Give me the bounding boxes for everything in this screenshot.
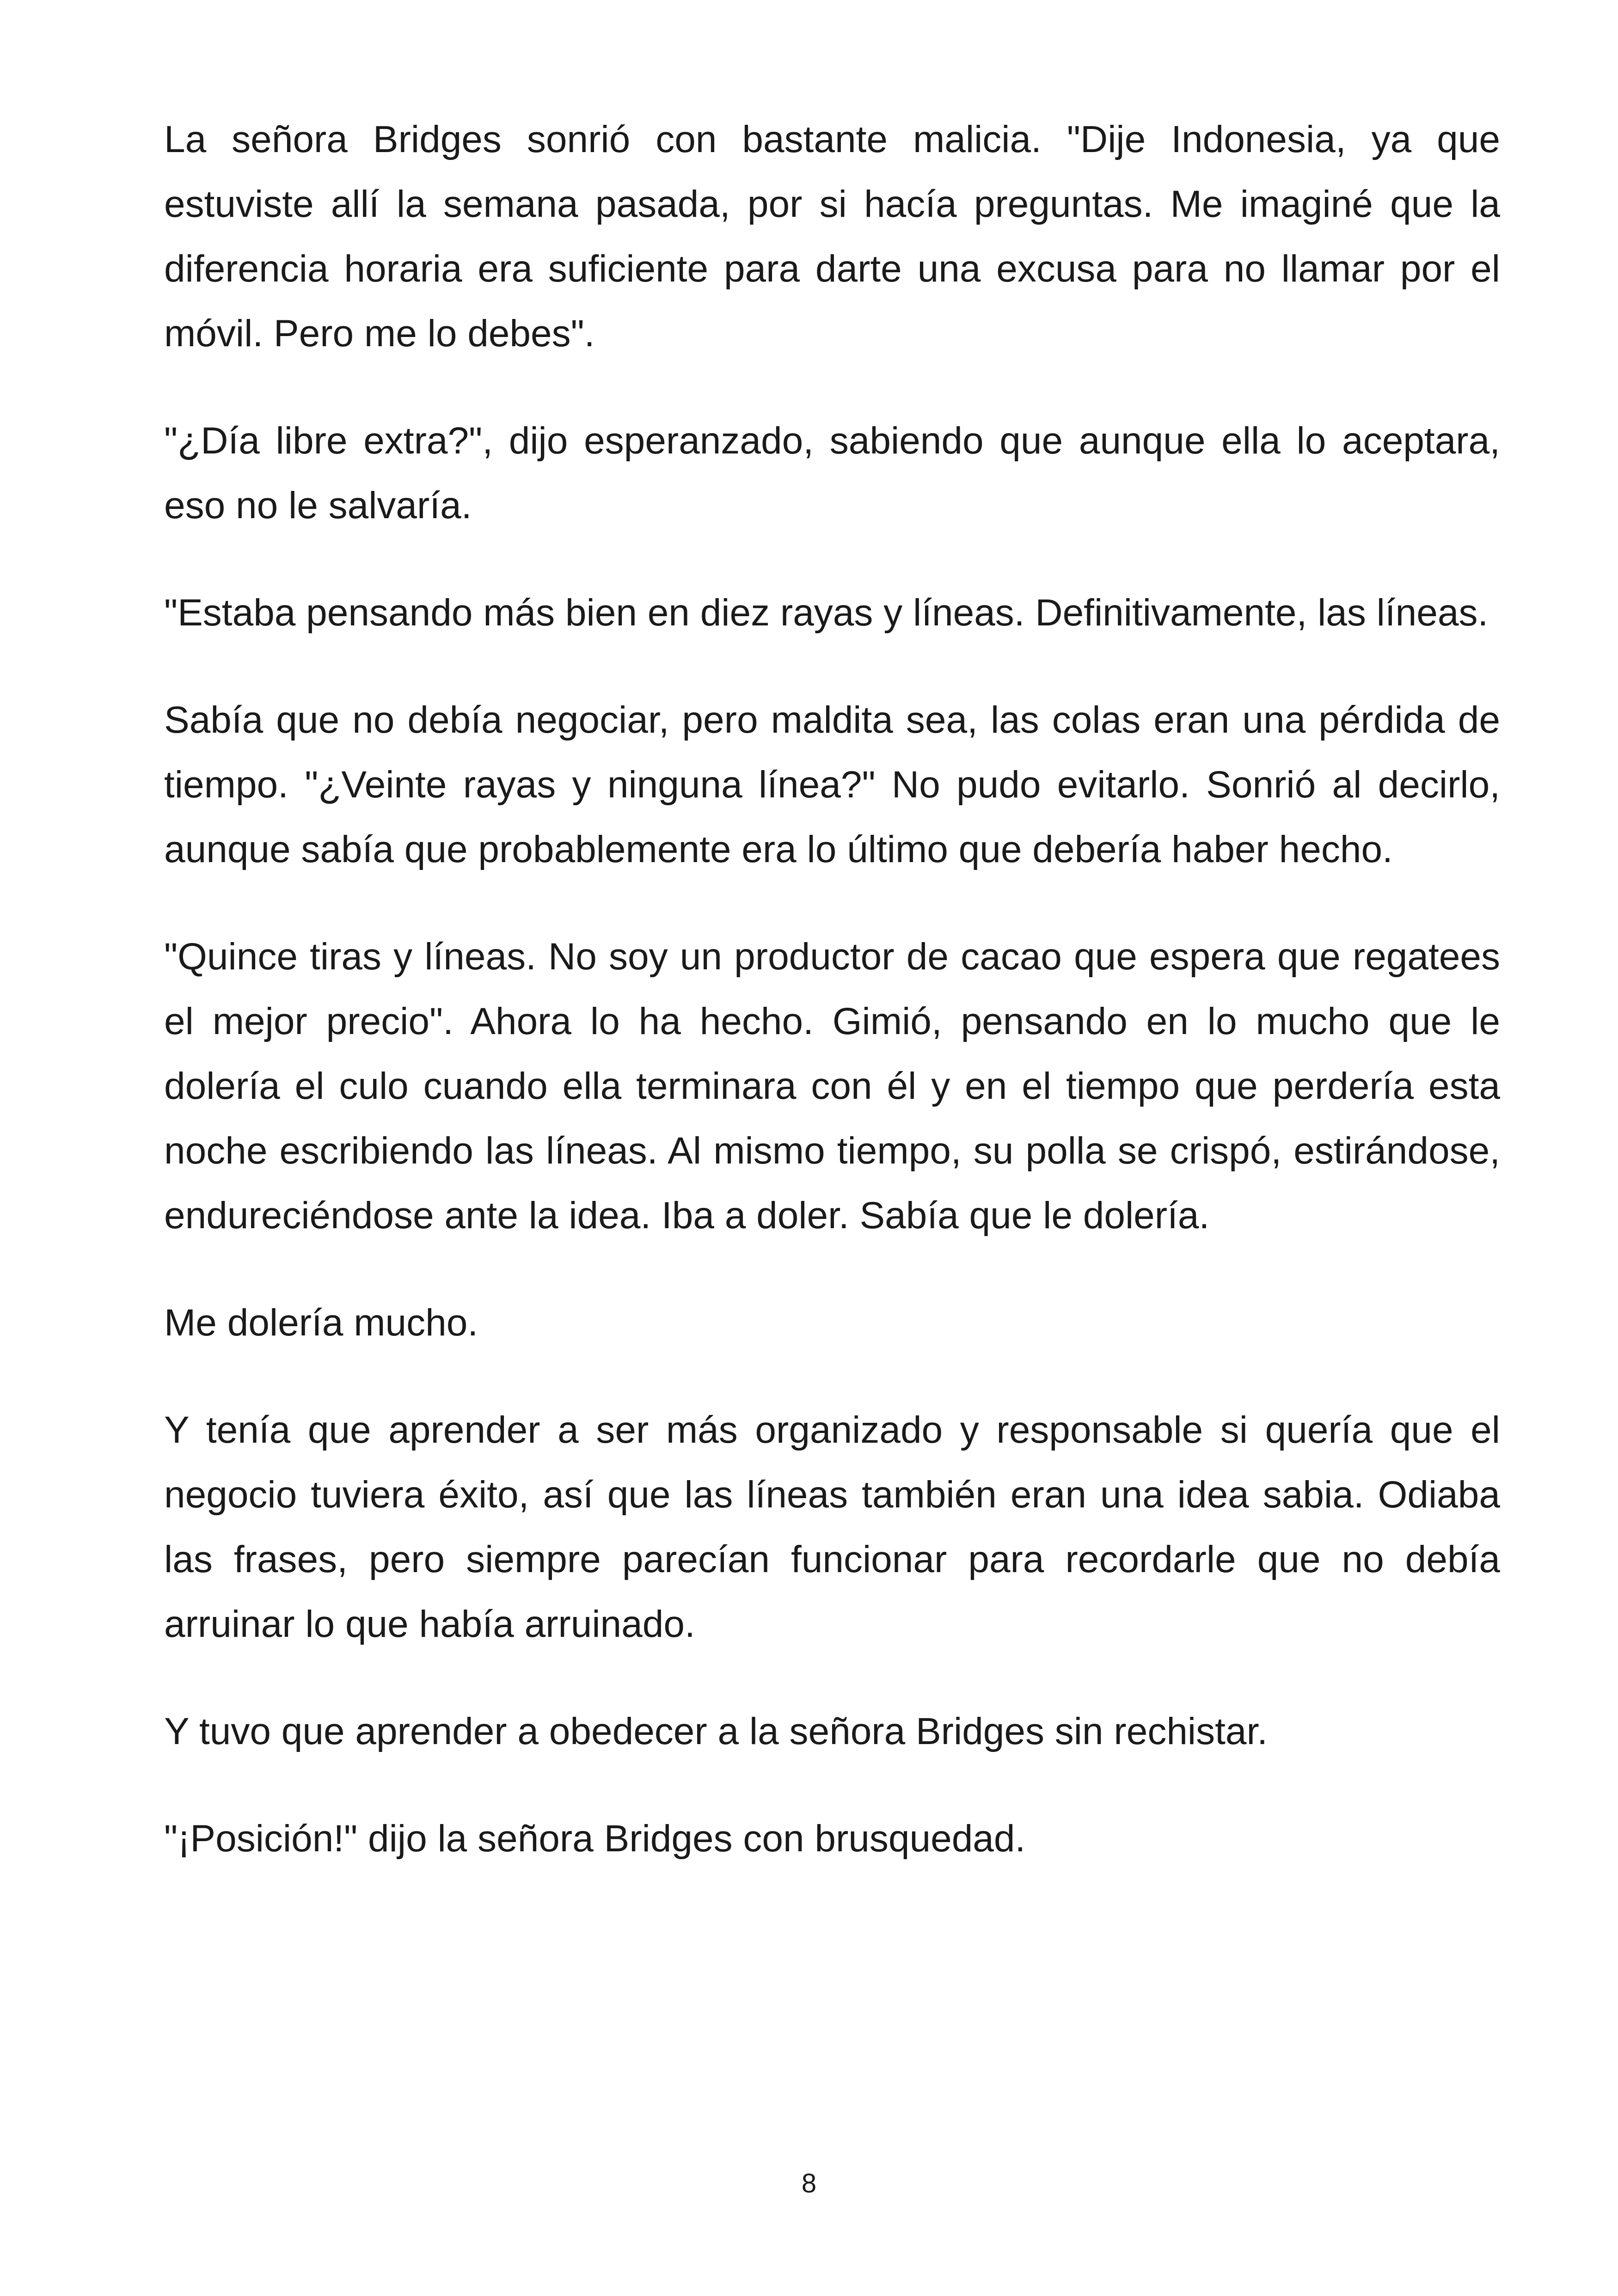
paragraph: "Quince tiras y líneas. No soy un productor de cacao que espera que regatees el mejor precio". Ahora lo ha hecho. Gimió, pensando en lo mucho que le dolería el culo cuando ella terminara con él y en el tiempo que perdería esta noche escribiendo las líneas. Al mismo tiempo, su polla se crispó, estirándose, endureciéndose ante la idea. Iba a doler. Sabía que le dolería. (164, 936, 1500, 1237)
body-text (164, 107, 1500, 1914)
paragraph: "¡Posición!" dijo la señora Bridges con brusquedad. (164, 1818, 1026, 1860)
paragraph: Y tenía que aprender a ser más organizado y responsable si quería que el negocio tuviera éxito, así que las líneas también eran una idea sabia. Odiaba las frases, pero siempre parecían funcionar para recordarle que no debía arruinar lo que había arruinado. (164, 1409, 1500, 1645)
page-number: 8 (801, 2168, 817, 2198)
paragraph: "Estaba pensando más bien en diez rayas y líneas. Definitivamente, las líneas. (164, 592, 1489, 634)
paragraph: "¿Día libre extra?", dijo esperanzado, sabiendo que aunque ella lo aceptara, eso no le salvaría. (164, 420, 1500, 527)
paragraph: Y tuvo que aprender a obedecer a la señora Bridges sin rechistar. (164, 1710, 1268, 1752)
paragraph: Sabía que no debía negociar, pero maldita sea, las colas eran una pérdida de tiempo. "¿Veinte rayas y ninguna línea?" No pudo evitarlo. Sonrió al decirlo, aunque sabía que probablemente era lo último que debería haber hecho. (164, 699, 1500, 870)
paragraph: Me dolería mucho. (164, 1302, 478, 1344)
paragraph: La señora Bridges sonrió con bastante malicia. "Dije Indonesia, ya que estuviste allí la semana pasada, por si hacía preguntas. Me imaginé que la diferencia horaria era suficiente para darte una excusa para no llamar por el móvil. Pero me lo debes". (164, 118, 1500, 355)
